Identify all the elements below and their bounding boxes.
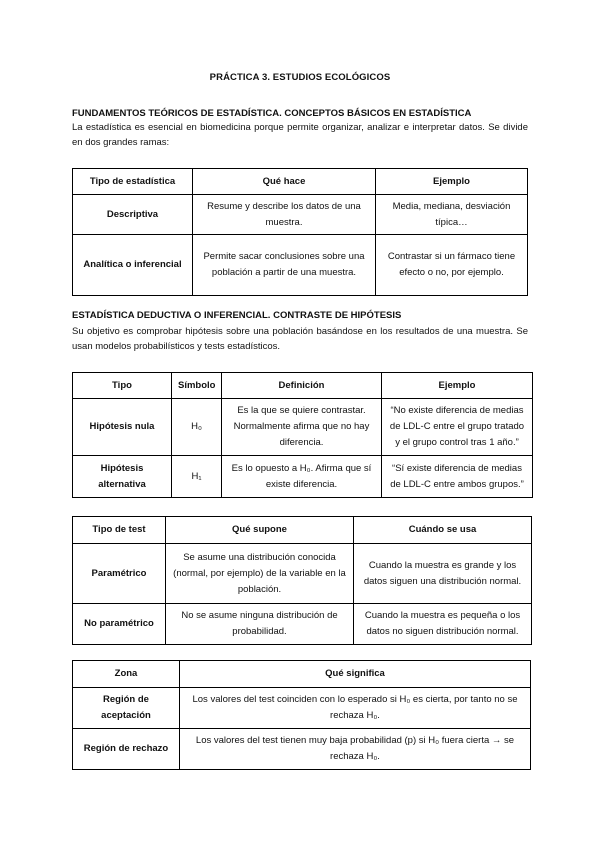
table-row — [73, 399, 533, 456]
table-cell: Hipótesis nula — [73, 399, 172, 456]
table-row — [73, 688, 531, 729]
table-cell: Resume y describe los datos de una muestra. — [193, 195, 376, 235]
table-header: Tipo de test — [73, 517, 166, 544]
table-cell: No se asume ninguna distribución de probabilidad. — [166, 604, 354, 645]
table-cell: Permite sacar conclusiones sobre una población a partir de una muestra. — [193, 235, 376, 296]
table-cell: H₁ — [172, 456, 222, 498]
table-cell: Es la que se quiere contrastar. Normalmente afirma que no hay diferencia. — [222, 399, 382, 456]
table-header: Qué supone — [166, 517, 354, 544]
table-header: Tipo — [73, 373, 172, 399]
section-intro-fundamentos: La estadística es esencial en biomedicina porque permite organizar, analizar e interpretar datos. Se divide en dos grandes ramas: — [72, 122, 528, 148]
table-cell: “No existe diferencia de medias de LDL-C entre el grupo tratado y el grupo control tras 1 año.” — [382, 399, 533, 456]
table-cell: Región de aceptación — [73, 688, 180, 729]
table-hipotesis — [72, 372, 533, 498]
table-cell: No paramétrico — [73, 604, 166, 645]
table-row — [73, 729, 531, 770]
table-row — [73, 544, 532, 604]
table-regiones — [72, 660, 531, 770]
table-row — [73, 235, 528, 296]
table-cell: Contrastar si un fármaco tiene efecto o no, por ejemplo. — [376, 235, 528, 296]
section-heading-inferencial: ESTADÍSTICA DEDUCTIVA O INFERENCIAL. CONTRASTE DE HIPÓTESIS — [72, 310, 402, 321]
table-cell: Descriptiva — [73, 195, 193, 235]
table-row — [73, 195, 528, 235]
table-cell: Se asume una distribución conocida (normal, por ejemplo) de la variable en la población. — [166, 544, 354, 604]
table-header: Qué significa — [180, 661, 531, 688]
table-cell: “Sí existe diferencia de medias de LDL-C entre ambos grupos.” — [382, 456, 533, 498]
table-cell: Región de rechazo — [73, 729, 180, 770]
table-cell: Analítica o inferencial — [73, 235, 193, 296]
section-intro-inferencial: Su objetivo es comprobar hipótesis sobre una población basándose en los resultados de una muestra. Se usan modelos probabilísticos y tests estadísticos. — [72, 326, 528, 352]
table-row — [73, 456, 533, 498]
table-tipos-estadistica — [72, 168, 528, 296]
table-header: Tipo de estadística — [73, 169, 193, 195]
table-cell: Cuando la muestra es grande y los datos siguen una distribución normal. — [354, 544, 532, 604]
page-title: PRÁCTICA 3. ESTUDIOS ECOLÓGICOS — [209, 72, 391, 83]
section-heading-fundamentos: FUNDAMENTOS TEÓRICOS DE ESTADÍSTICA. CONCEPTOS BÁSICOS EN ESTADÍSTICA — [72, 108, 472, 119]
table-header: Ejemplo — [382, 373, 533, 399]
table-header: Zona — [73, 661, 180, 688]
table-cell: Es lo opuesto a H₀. Afirma que sí existe diferencia. — [222, 456, 382, 498]
table-cell: Los valores del test coinciden con lo esperado si H₀ es cierta, por tanto no se rechaza H₀. — [180, 688, 531, 729]
table-header: Ejemplo — [376, 169, 528, 195]
table-cell: H₀ — [172, 399, 222, 456]
table-tipos-test — [72, 516, 532, 645]
table-cell: Hipótesis alternativa — [73, 456, 172, 498]
table-header: Definición — [222, 373, 382, 399]
table-cell: Cuando la muestra es pequeña o los datos no siguen distribución normal. — [354, 604, 532, 645]
table-header: Símbolo — [172, 373, 222, 399]
table-cell: Los valores del test tienen muy baja probabilidad (p) si H₀ fuera cierta → se rechaza H₀. — [180, 729, 531, 770]
table-row — [73, 604, 532, 645]
table-cell: Media, mediana, desviación típica… — [376, 195, 528, 235]
table-cell: Paramétrico — [73, 544, 166, 604]
table-header: Qué hace — [193, 169, 376, 195]
table-header: Cuándo se usa — [354, 517, 532, 544]
